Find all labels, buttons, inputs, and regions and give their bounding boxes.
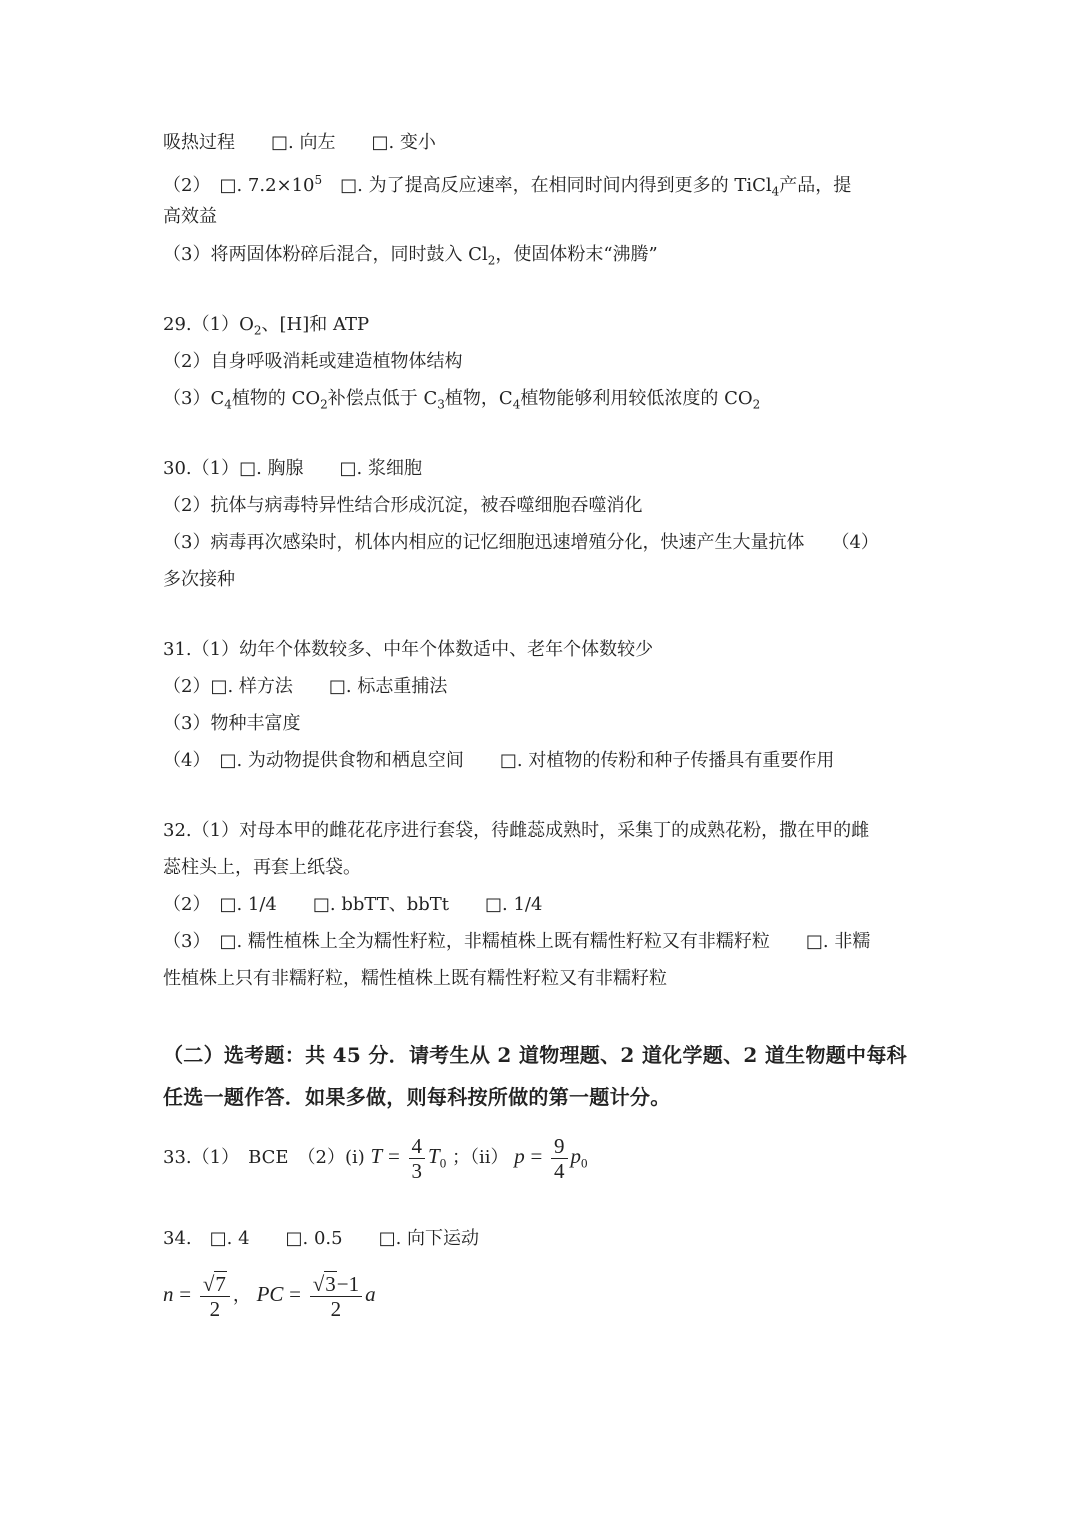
q34-fraction-pc-denominator: 2 [330, 1296, 342, 1321]
q32-line-1-text: 32.（1）对母本甲的雌花花序进行套袋，待雌蕊成熟时，采集丁的成熟花粉，撒在甲的雌 [163, 820, 870, 841]
section-2-heading-line-2 [163, 1084, 671, 1110]
q33-equals-2: = [530, 1144, 543, 1168]
q34-var-n: n [163, 1282, 174, 1306]
q29-l3-a: （3）C [163, 388, 225, 409]
q28-line-2-tail: 产品，提 [779, 175, 852, 196]
q30-line-4 [163, 567, 235, 593]
q31-line-3-text: （3）物种丰富度 [163, 713, 301, 734]
q29-l3-s5: 2 [752, 397, 761, 412]
q32-line-3 [163, 892, 542, 918]
section-2-heading-line-1 [163, 1042, 907, 1068]
q29-l3-d: 植物，C [444, 388, 513, 409]
q33-equals-1: = [387, 1144, 400, 1168]
q34-line-1-text: 34. □. 4 □. 0.5 □. 向下运动 [163, 1228, 480, 1249]
q29-line-2-text: （2）自身呼吸消耗或建造植物体结构 [163, 351, 463, 372]
q34-var-pc: PC [256, 1282, 284, 1306]
q33-fraction-t [409, 1134, 426, 1183]
q32-line-4-text: （3） □. 糯性植株上全为糯性籽粒，非糯植株上既有糯性籽粒又有非糯籽粒 □. 非糯 [163, 931, 871, 952]
q28-line-2 [163, 167, 851, 205]
q34-line-1 [163, 1226, 479, 1252]
q34-fraction-pc [310, 1272, 362, 1321]
q30-line-3 [163, 530, 879, 556]
q34-fraction-pc-numerator [310, 1272, 362, 1297]
q33-p-var: p [570, 1144, 582, 1168]
section-2-heading-text-1: （二）选考题：共 45 分．请考生从 2 道物理题、2 道化学题、2 道生物题中每科 [163, 1043, 907, 1067]
q29-l3-e: 植物能够利用较低浓度的 CO [520, 388, 753, 409]
q29-line-1-b: 、[H]和 ATP [261, 314, 370, 335]
q33-p-subscript: 0 [581, 1155, 588, 1171]
q33-prefix: 33.（1） BCE （2）(i) [163, 1147, 365, 1168]
q29-line-1-a: 29.（1）O [163, 314, 254, 335]
q34-pc-var: a [365, 1282, 376, 1306]
q32-line-3-text: （2） □. 1/4 □. bbTT、bbTt □. 1/4 [163, 894, 543, 915]
q34-sqrt-3: √3 [312, 1271, 336, 1296]
q28-line-4-b: ，使固体粉末“沸腾” [495, 244, 658, 265]
q32-line-2-text: 蕊柱头上，再套上纸袋。 [163, 857, 361, 878]
q28-exponent: 5 [314, 173, 323, 187]
q31-line-4-text: （4） □. 为动物提供食物和栖息空间 □. 对植物的传粉和种子传播具有重要作用 [163, 750, 835, 771]
q28-line-1-text: 吸热过程 □. 向左 □. 变小 [163, 132, 436, 153]
q28-line-1 [163, 130, 436, 156]
q30-line-4-text: 多次接种 [163, 569, 235, 590]
q32-line-1 [163, 818, 869, 844]
q33-separator: ；（ii） [451, 1147, 509, 1168]
q34-pc-radicand: 3 [325, 1271, 336, 1296]
q33-fraction-p-denominator: 4 [554, 1158, 565, 1183]
q34-sqrt-7: √7 [202, 1271, 226, 1296]
q31-line-4 [163, 748, 834, 774]
q33-line [163, 1128, 588, 1184]
q30-line-1 [163, 456, 422, 482]
q34-fraction-n-numerator [200, 1272, 230, 1297]
q29-o2-subscript: 2 [253, 323, 262, 338]
q29-l3-b: 植物的 CO [231, 388, 321, 409]
q29-line-1 [163, 312, 369, 344]
q30-line-1-text: 30.（1）□. 胸腺 □. 浆细胞 [163, 458, 422, 479]
q28-ticl-subscript: 4 [771, 184, 780, 199]
q28-line-3-text: 高效益 [163, 206, 217, 227]
q34-n-radicand: 7 [215, 1271, 226, 1296]
q34-fraction-n [200, 1272, 230, 1321]
q32-line-4 [163, 929, 870, 955]
q31-line-2-text: （2）□. 样方法 □. 标志重捕法 [163, 676, 448, 697]
q33-t-var: T [428, 1144, 440, 1168]
q29-l3-s1: 4 [224, 397, 232, 412]
q33-fraction-t-denominator: 3 [411, 1158, 423, 1183]
q33-var-p: p [514, 1144, 525, 1168]
q28-line-4-a: （3）将两固体粉碎后混合，同时鼓入 Cl [163, 244, 488, 265]
q31-line-1-text: 31.（1）幼年个体数较多、中年个体数适中、老年个体数较少 [163, 639, 654, 660]
q31-line-1 [163, 637, 653, 663]
q34-formula-line: n = $\frac{√7}{2}$ ， PC = $\frac{√3-1}{2}$ a [163, 1271, 376, 1321]
q28-cl-subscript: 2 [487, 253, 496, 268]
q28-line-2-prefix: （2） □. 7.2×10 [163, 175, 315, 196]
q32-line-5 [163, 966, 667, 992]
q33-fraction-p [551, 1134, 568, 1183]
q28-line-2-mid: □. 为了提高反应速率，在相同时间内得到更多的 TiCl [322, 175, 772, 196]
q32-line-5-text: 性植株上只有非糯籽粒，糯性植株上既有糯性籽粒又有非糯籽粒 [163, 968, 667, 989]
q33-var-t: T [370, 1144, 383, 1168]
q29-l3-s3: 3 [437, 397, 445, 412]
q29-l3-c: 补偿点低于 C [327, 388, 438, 409]
q34-fraction-n-denominator: 2 [209, 1296, 221, 1321]
q29-line-2 [163, 349, 462, 375]
q34-pc-minus-one: −1 [336, 1271, 360, 1296]
q33-fraction-t-numerator: 4 [409, 1134, 426, 1159]
q30-line-2 [163, 493, 642, 519]
q29-l3-s4: 4 [512, 397, 521, 412]
q33-fraction-p-numerator: 9 [551, 1134, 568, 1159]
q31-line-3 [163, 711, 300, 737]
q32-line-2 [163, 855, 361, 881]
q28-line-3 [163, 204, 217, 230]
q28-line-4 [163, 242, 658, 274]
q30-line-3-text: （3）病毒再次感染时，机体内相应的记忆细胞迅速增殖分化，快速产生大量抗体 （4） [163, 532, 879, 553]
q34-comma: ， [232, 1285, 251, 1306]
q33-t-subscript: 0 [439, 1155, 447, 1171]
q31-line-2 [163, 674, 447, 700]
q29-l3-s2: 2 [320, 397, 328, 412]
q30-line-2-text: （2）抗体与病毒特异性结合形成沉淀，被吞噬细胞吞噬消化 [163, 495, 643, 516]
q29-line-3 [163, 386, 760, 418]
section-2-heading-text-2: 任选一题作答．如果多做，则每科按所做的第一题计分。 [163, 1085, 671, 1109]
